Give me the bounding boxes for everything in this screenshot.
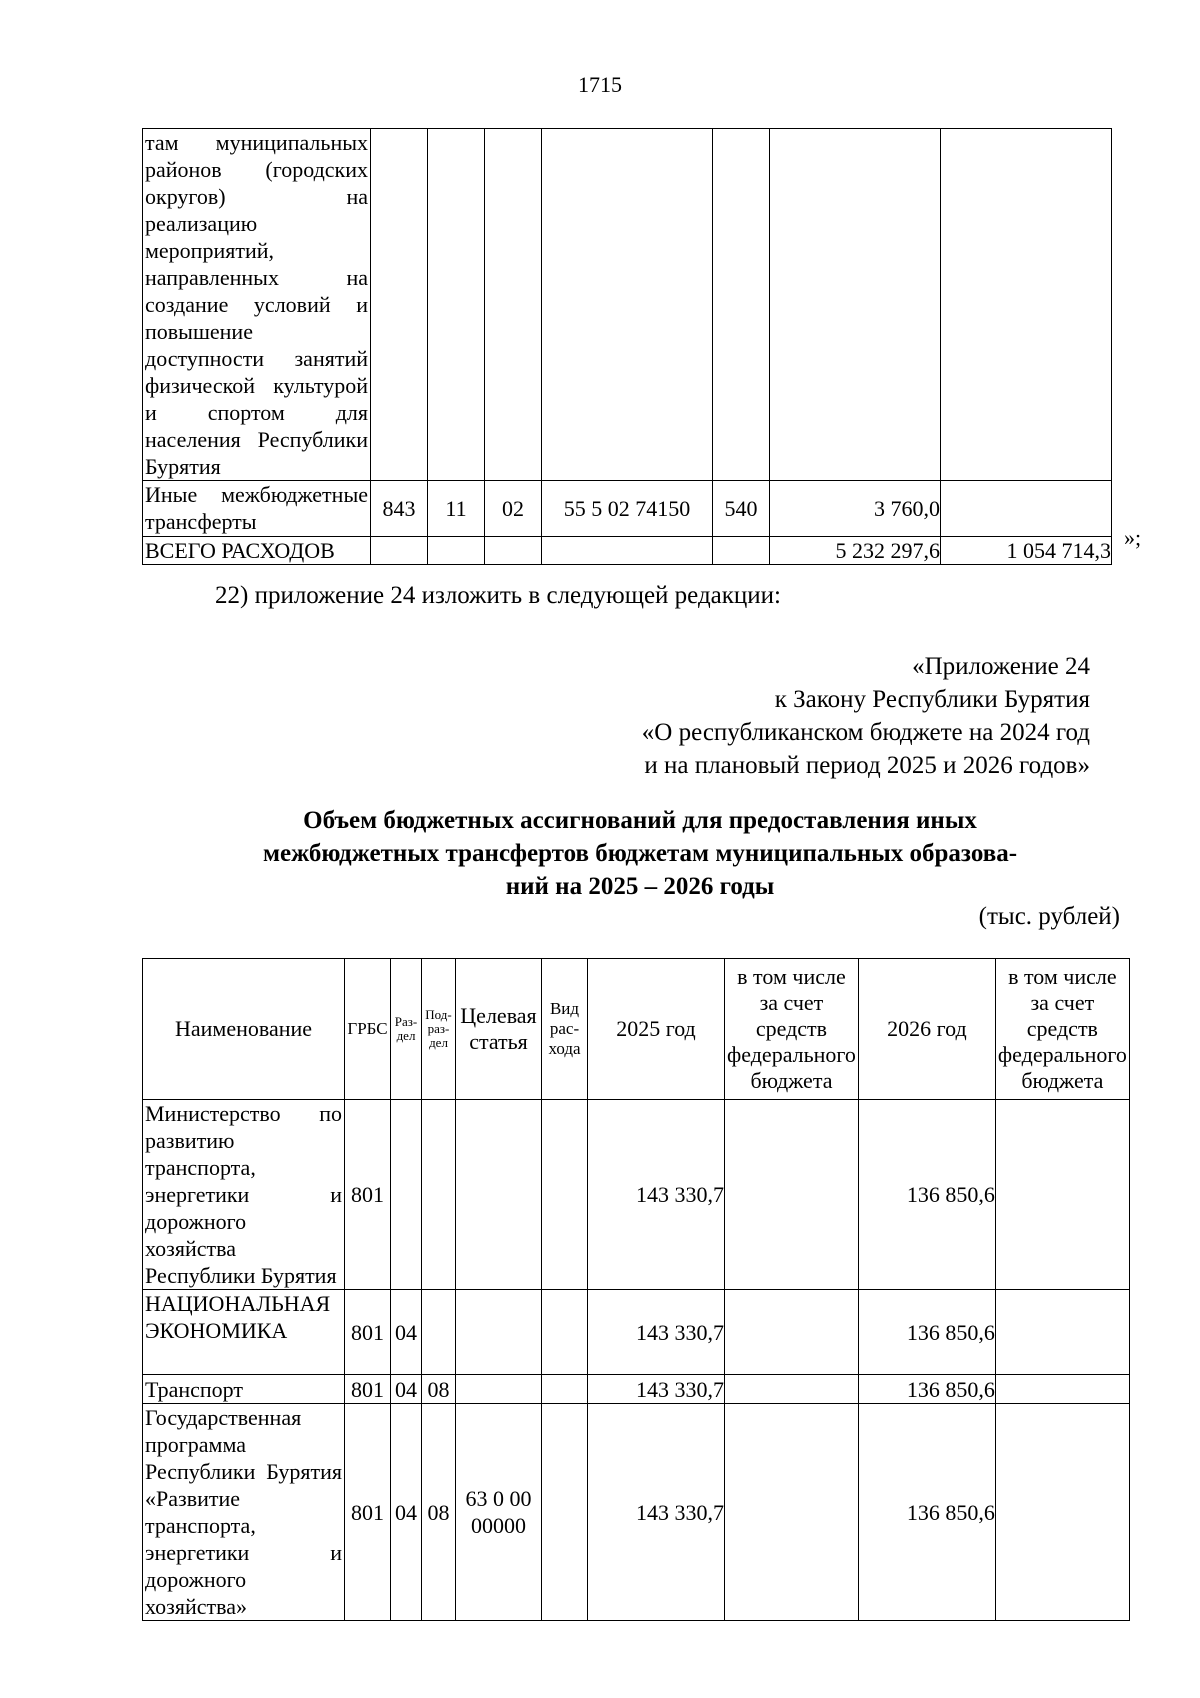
row-grbs: 801 xyxy=(345,1100,391,1290)
row-podrazdel xyxy=(485,537,542,565)
table-row xyxy=(143,1404,1130,1621)
table-row xyxy=(143,1290,1130,1375)
row-2026: 1 054 714,3 xyxy=(941,537,1112,565)
row-name: Государственная программа Республики Бурятия «Развитие транспорта, энергетики и дорожного хозяйства» xyxy=(143,1404,345,1621)
item-22-text: 22) приложение 24 изложить в следующей редакции: xyxy=(215,582,781,609)
row-name: там муниципальных районов (городских округов) на реализацию мероприятий, направленных на создание условий и повышение доступности занятий физической культурой и спортом для населения Республики Бурятия xyxy=(143,129,371,481)
closing-quote: »; xyxy=(1124,525,1142,550)
row-2025: 3 760,0 xyxy=(770,481,941,537)
row-article xyxy=(456,1375,542,1404)
row-razdel: 11 xyxy=(428,481,485,537)
appendix-line: и на плановый период 2025 и 2026 годов» xyxy=(644,752,1090,779)
header-2026: 2026 год xyxy=(858,959,995,1100)
title-line: межбюджетных трансфертов бюджетам муниципальных образова- xyxy=(262,840,1018,867)
table-row xyxy=(143,1100,1130,1290)
row-grbs: 801 xyxy=(345,1290,391,1375)
header-razdel: Раз-дел xyxy=(391,959,422,1100)
row-razdel: 04 xyxy=(391,1290,422,1375)
row-podrazdel xyxy=(422,1100,456,1290)
row-podrazdel xyxy=(485,129,542,481)
title-line: Объем бюджетных ассигнований для предоставления иных xyxy=(303,807,977,834)
row-2026: 136 850,6 xyxy=(858,1375,995,1404)
row-razdel: 04 xyxy=(391,1375,422,1404)
row-name: НАЦИОНАЛЬНАЯ ЭКОНОМИКА xyxy=(143,1290,345,1375)
row-name: ВСЕГО РАСХОДОВ xyxy=(143,537,371,565)
row-2025 xyxy=(770,129,941,481)
header-podrazdel: Под-раз-дел xyxy=(422,959,456,1100)
row-2026 xyxy=(941,129,1112,481)
row-2025: 143 330,7 xyxy=(588,1375,725,1404)
row-article xyxy=(456,1290,542,1375)
appendix-line: «Приложение 24 xyxy=(912,653,1090,680)
row-article xyxy=(456,1100,542,1290)
row-name: Иные межбюджетные трансферты xyxy=(143,481,371,537)
row-fed-2025 xyxy=(725,1375,859,1404)
header-article: Целевая статья xyxy=(456,959,542,1100)
row-article xyxy=(542,129,713,481)
units-label: (тыс. рублей) xyxy=(978,903,1120,930)
row-podrazdel: 02 xyxy=(485,481,542,537)
row-podrazdel: 08 xyxy=(422,1404,456,1621)
row-2025: 143 330,7 xyxy=(588,1404,725,1621)
row-vid: 540 xyxy=(713,481,770,537)
row-vid xyxy=(542,1290,588,1375)
header-fed-2026: в том числе за счет средств федерального бюджета xyxy=(995,959,1129,1100)
row-razdel xyxy=(391,1100,422,1290)
row-article xyxy=(542,537,713,565)
expenses-table-continuation xyxy=(142,128,1112,565)
row-fed-2026 xyxy=(995,1290,1129,1375)
row-grbs xyxy=(371,129,428,481)
row-grbs: 843 xyxy=(371,481,428,537)
header-grbs: ГРБС xyxy=(345,959,391,1100)
table-row xyxy=(143,129,1112,481)
row-razdel: 04 xyxy=(391,1404,422,1621)
row-2026: 136 850,6 xyxy=(858,1100,995,1290)
header-name: Наименование xyxy=(143,959,345,1100)
row-article: 55 5 02 74150 xyxy=(542,481,713,537)
row-vid xyxy=(542,1375,588,1404)
row-podrazdel: 08 xyxy=(422,1375,456,1404)
row-fed-2026 xyxy=(995,1100,1129,1290)
table-row xyxy=(143,481,1112,537)
row-name: Транспорт xyxy=(143,1375,345,1404)
transfers-table xyxy=(142,958,1130,1621)
row-vid xyxy=(713,537,770,565)
table-row-total xyxy=(143,537,1112,565)
header-fed-2025: в том числе за счет средств федерального бюджета xyxy=(725,959,859,1100)
appendix-heading xyxy=(642,650,1090,782)
row-article: 63 0 00 00000 xyxy=(456,1404,542,1621)
row-fed-2025 xyxy=(725,1404,859,1621)
table-row xyxy=(143,1375,1130,1404)
appendix-line: к Закону Республики Бурятия xyxy=(774,686,1090,713)
row-2026: 136 850,6 xyxy=(858,1404,995,1621)
appendix-line: «О республиканском бюджете на 2024 год xyxy=(641,719,1090,746)
header-2025: 2025 год xyxy=(588,959,725,1100)
row-razdel xyxy=(428,537,485,565)
row-fed-2026 xyxy=(995,1404,1129,1621)
row-2025: 143 330,7 xyxy=(588,1100,725,1290)
page-number: 1715 xyxy=(578,72,622,97)
row-grbs: 801 xyxy=(345,1375,391,1404)
row-2025: 5 232 297,6 xyxy=(770,537,941,565)
row-name: Министерство по развитию транспорта, энергетики и дорожного хозяйства Республики Бурятия xyxy=(143,1100,345,1290)
row-podrazdel xyxy=(422,1290,456,1375)
row-grbs: 801 xyxy=(345,1404,391,1621)
row-fed-2026 xyxy=(995,1375,1129,1404)
row-2025: 143 330,7 xyxy=(588,1290,725,1375)
row-fed-2025 xyxy=(725,1290,859,1375)
document-title xyxy=(200,804,1080,903)
row-2026: 136 850,6 xyxy=(858,1290,995,1375)
row-fed-2025 xyxy=(725,1100,859,1290)
row-2026 xyxy=(941,481,1112,537)
row-razdel xyxy=(428,129,485,481)
row-vid xyxy=(542,1100,588,1290)
row-grbs xyxy=(371,537,428,565)
table-header-row xyxy=(143,959,1130,1100)
row-vid xyxy=(542,1404,588,1621)
row-vid xyxy=(713,129,770,481)
title-line: ний на 2025 – 2026 годы xyxy=(505,873,775,900)
header-vid: Вид рас-хода xyxy=(542,959,588,1100)
